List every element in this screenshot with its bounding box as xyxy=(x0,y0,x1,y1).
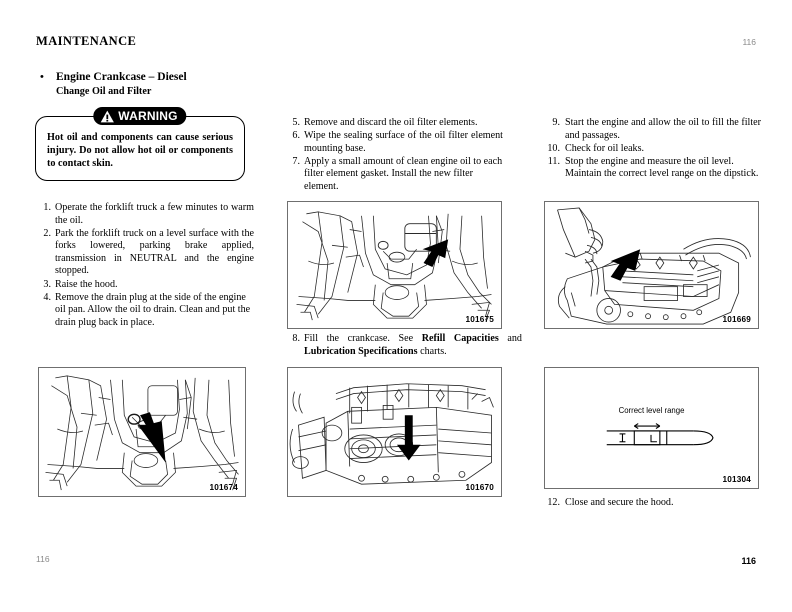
engine-underside-drain-plug-diagram xyxy=(39,368,245,496)
step-number: 1. xyxy=(43,202,51,213)
step-text: Remove and discard the oil filter elements. xyxy=(304,117,478,128)
page-header xyxy=(36,34,756,54)
warning-banner xyxy=(93,107,186,125)
figure-dipstick-correct-level-range xyxy=(544,367,759,489)
list-item xyxy=(285,130,503,155)
list-item xyxy=(543,143,761,156)
warning-label: WARNING xyxy=(118,108,178,123)
step-number: 6. xyxy=(292,130,300,142)
step-8-middle: and xyxy=(498,333,522,344)
figure-engine-underside-drain-plug xyxy=(38,367,246,497)
step-text: Stop the engine and measure the oil level. Maintain the correct level range on the dipstick. xyxy=(565,155,759,180)
section-title: Engine Crankcase – Diesel xyxy=(56,71,187,83)
steps-list-2 xyxy=(285,117,503,194)
steps-column-1 xyxy=(36,202,254,330)
list-item xyxy=(543,117,761,142)
steps-column-2 xyxy=(285,117,503,194)
engine-underside-oil-filter-diagram xyxy=(288,202,501,328)
list-item xyxy=(36,202,254,227)
steps-list-3 xyxy=(543,117,761,181)
step-number: 2. xyxy=(43,227,51,239)
step-text: Check for oil leaks. xyxy=(565,142,645,154)
section-title-row xyxy=(38,70,268,84)
step-text: Close and secure the hood. xyxy=(565,497,674,508)
figure-engine-dipstick-insert xyxy=(544,201,759,329)
bullet-icon: • xyxy=(40,71,44,83)
list-item xyxy=(285,156,503,194)
engine-oil-fill-cap-diagram xyxy=(288,368,501,496)
figure-id: 101304 xyxy=(722,475,751,484)
step-text: Apply a small amount of clean engine oil to each filter element gasket. Install the new filter element. xyxy=(304,155,503,192)
warning-box xyxy=(35,108,245,181)
page-title: MAINTENANCE xyxy=(36,34,137,48)
step-number: 4. xyxy=(43,291,51,303)
step-number: 12. xyxy=(547,497,560,508)
section-subtitle: Change Oil and Filter xyxy=(56,86,152,97)
warning-text: Hot oil and components can cause serious injury. Do not allow hot oil or components to contact skin. xyxy=(47,132,233,170)
step-8-suffix: charts. xyxy=(417,345,447,357)
step-text: Wipe the sealing surface of the oil filter element mounting base. xyxy=(304,130,503,154)
step-text: Park the forklift truck on a level surface with the forks lowered, parking brake applied, transmission in NEUTRAL and the engine stopped. xyxy=(55,227,254,277)
step-text: Raise the hood. xyxy=(55,278,118,290)
step-number: 3. xyxy=(43,278,51,290)
step-8-prefix: Fill the crankcase. See xyxy=(304,333,422,344)
figure-engine-oil-fill-cap xyxy=(287,367,502,497)
step-8 xyxy=(285,333,522,358)
footer-page-number-left: 116 xyxy=(36,554,50,564)
list-item xyxy=(36,228,254,278)
list-item xyxy=(543,156,761,181)
footer-page-number-right: 116 xyxy=(741,556,756,566)
correct-level-range-label: Correct level range xyxy=(618,406,685,415)
step-text xyxy=(304,333,522,357)
step-number: 7. xyxy=(292,155,300,167)
figure-id: 101674 xyxy=(209,483,238,492)
refill-capacities-ref: Refill Capacities xyxy=(421,333,499,344)
list-item xyxy=(285,117,503,130)
warning-triangle-icon xyxy=(100,110,114,123)
list-item xyxy=(36,292,254,330)
figure-engine-underside-oil-filter xyxy=(287,201,502,329)
figure-id: 101669 xyxy=(722,315,751,324)
step-text: Start the engine and allow the oil to fill the filter and passages. xyxy=(565,117,761,141)
warning-callout xyxy=(35,108,245,181)
step-number: 11. xyxy=(547,155,560,167)
step-number: 10. xyxy=(547,142,560,154)
header-page-number: 116 xyxy=(742,37,756,47)
engine-dipstick-insert-diagram xyxy=(545,202,758,328)
steps-list-1 xyxy=(36,202,254,329)
lubrication-specifications-ref: Lubrication Specifications xyxy=(304,345,418,357)
step-number: 9. xyxy=(552,117,560,128)
figure-id: 101670 xyxy=(465,483,494,492)
step-12 xyxy=(543,497,783,510)
list-item xyxy=(36,279,254,292)
dipstick-correct-level-range-diagram xyxy=(545,368,758,488)
step-number: 8. xyxy=(292,333,300,344)
step-number: 5. xyxy=(292,117,300,128)
steps-column-3 xyxy=(543,117,761,181)
step-text: Remove the drain plug at the side of the engine oil pan. Allow the oil to drain. Clean and put the drain plug back in place. xyxy=(55,291,251,328)
figure-id: 101675 xyxy=(465,315,494,324)
section-heading xyxy=(38,70,268,99)
step-text: Operate the forklift truck a few minutes to warm the oil. xyxy=(55,202,254,226)
